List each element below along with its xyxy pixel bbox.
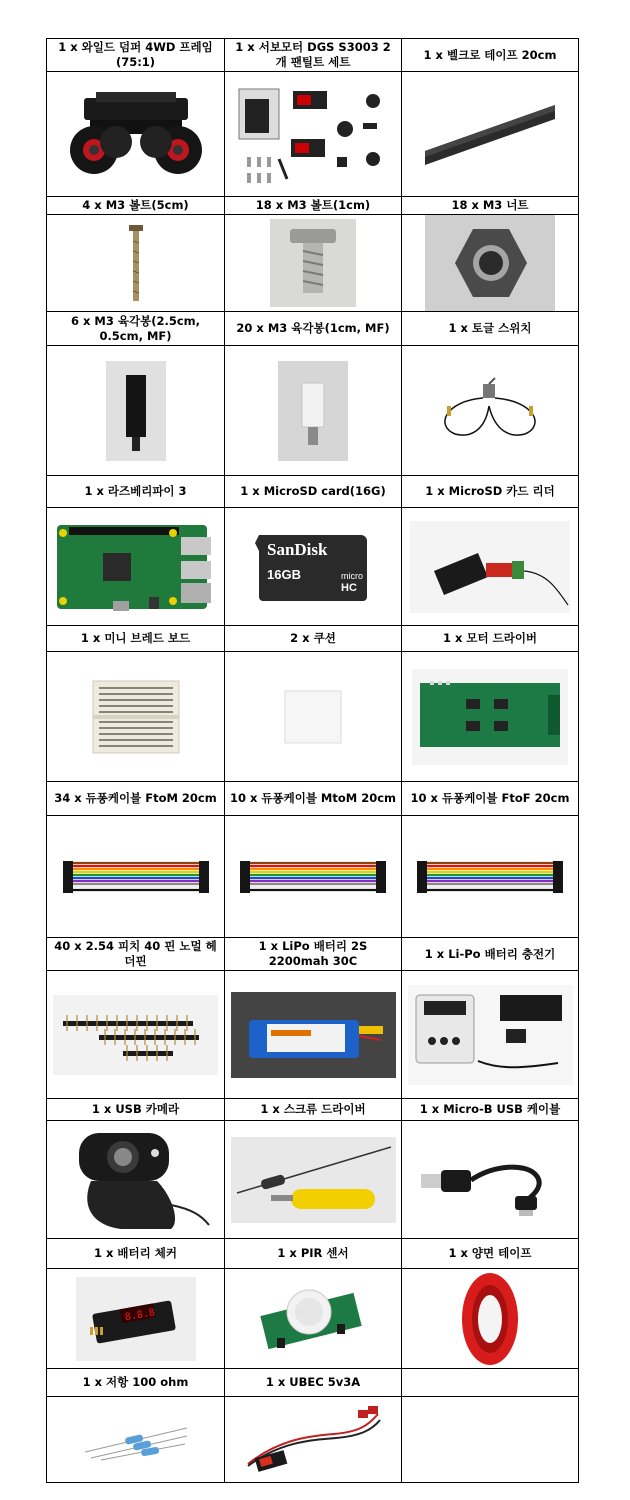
part-image-cell (225, 215, 402, 312)
part-label: 1 x 라즈베리파이 3 (47, 476, 225, 508)
part-label: 1 x 양면 테이프 (402, 1239, 579, 1269)
part-label: 1 x 스크류 드라이버 (225, 1099, 402, 1121)
part-label: 1 x 벨크로 테이프 20cm (402, 39, 579, 72)
part-image-cell (47, 1121, 225, 1239)
part-label: 18 x M3 너트 (402, 197, 579, 215)
part-label: 1 x 배터리 체커 (47, 1239, 225, 1269)
raspberry-pi-board-icon (53, 517, 218, 617)
part-label: 1 x 와일드 덤퍼 4WD 프레임(75:1) (47, 39, 225, 72)
hex-nut-icon (425, 215, 555, 311)
part-image-cell (225, 72, 402, 197)
white-standoff-icon (278, 361, 348, 461)
long-bolt-icon (116, 221, 156, 305)
double-sided-tape-icon (455, 1271, 525, 1367)
breadboard-icon (91, 679, 181, 755)
part-image-cell (47, 1397, 225, 1483)
battery-checker-icon (76, 1277, 196, 1361)
part-label: 34 x 듀퐁케이블 FtoM 20cm (47, 782, 225, 816)
part-image-cell (225, 1269, 402, 1369)
part-image-cell (402, 346, 579, 476)
part-image-cell (225, 508, 402, 626)
part-image-cell (47, 215, 225, 312)
part-image-cell (47, 816, 225, 938)
part-label: 1 x 모터 드라이버 (402, 626, 579, 652)
part-image-cell (402, 1121, 579, 1239)
part-label (402, 1369, 579, 1397)
velcro-tape-icon (415, 89, 565, 179)
part-label: 1 x USB 카메라 (47, 1099, 225, 1121)
part-image-cell (47, 652, 225, 782)
parts-list-sheet (46, 38, 578, 1483)
jumper-wires-icon (61, 857, 211, 897)
part-image-cell (225, 1121, 402, 1239)
motor-driver-board-icon (410, 669, 570, 765)
battery-charger-icon (408, 985, 573, 1085)
part-label: 1 x PIR 센서 (225, 1239, 402, 1269)
pir-sensor-icon (253, 1274, 373, 1364)
part-image-cell (225, 346, 402, 476)
jumper-wires-icon (238, 857, 388, 897)
part-image-cell (225, 652, 402, 782)
part-label: 1 x 서보모터 DGS S3003 2 개 팬틸트 세트 (225, 39, 402, 72)
part-image-cell (47, 508, 225, 626)
part-label: 6 x M3 육각봉(2.5cm, 0.5cm, MF) (47, 312, 225, 346)
part-label: 1 x Micro-B USB 케이블 (402, 1099, 579, 1121)
label-row (47, 39, 579, 72)
part-label: 40 x 2.54 피치 40 핀 노멀 헤더핀 (47, 938, 225, 971)
part-image-cell (47, 72, 225, 197)
part-label: 2 x 쿠션 (225, 626, 402, 652)
part-image-cell (402, 508, 579, 626)
rover-chassis-icon (56, 84, 216, 184)
part-image-cell (402, 215, 579, 312)
part-image-cell (402, 72, 579, 197)
part-label: 10 x 듀퐁케이블 FtoF 20cm (402, 782, 579, 816)
header-pins-icon (53, 995, 218, 1075)
part-label: 1 x LiPo 배터리 2S 2200mah 30C (225, 938, 402, 971)
svg-text:micro: micro (341, 570, 363, 581)
part-label: 1 x MicroSD 카드 리더 (402, 476, 579, 508)
part-label: 1 x 저항 100 ohm (47, 1369, 225, 1397)
part-image-cell (47, 971, 225, 1099)
svg-text:HC: HC (341, 581, 357, 594)
screwdriver-icon (231, 1137, 396, 1223)
part-label: 4 x M3 볼트(5cm) (47, 197, 225, 215)
jumper-wires-icon (415, 857, 565, 897)
black-standoff-icon (106, 361, 166, 461)
part-label: 1 x 미니 브레드 보드 (47, 626, 225, 652)
part-label: 1 x Li-Po 배터리 충전기 (402, 938, 579, 971)
parts-table (46, 38, 579, 1483)
part-label: 1 x 토글 스위치 (402, 312, 579, 346)
part-label: 1 x MicroSD card(16G) (225, 476, 402, 508)
part-image-cell (225, 1397, 402, 1483)
part-image-cell (47, 346, 225, 476)
cushion-pad-icon (283, 689, 343, 745)
short-bolt-icon (270, 219, 356, 307)
part-image-cell (225, 816, 402, 938)
image-row (47, 72, 579, 197)
part-image-cell (402, 816, 579, 938)
resistors-icon (81, 1418, 191, 1462)
servo-pan-tilt-kit-icon (233, 79, 393, 189)
part-label: 10 x 듀퐁케이블 MtoM 20cm (225, 782, 402, 816)
microsd-card-icon (253, 531, 373, 603)
sdcard-capacity: 16GB (267, 566, 301, 582)
usb-webcam-icon (61, 1125, 211, 1235)
part-image-cell (402, 1269, 579, 1369)
part-image-cell (402, 971, 579, 1099)
part-image-cell (402, 652, 579, 782)
part-label: 20 x M3 육각봉(1cm, MF) (225, 312, 402, 346)
part-image-cell (402, 1397, 579, 1483)
part-image-cell (225, 971, 402, 1099)
part-label: 18 x M3 볼트(1cm) (225, 197, 402, 215)
toggle-switch-icon (425, 376, 555, 446)
part-image-cell (47, 1269, 225, 1369)
svg-text:8.8.8: 8.8.8 (123, 1306, 156, 1323)
lipo-battery-icon (231, 992, 396, 1078)
sdcard-brand: SanDisk (267, 539, 328, 559)
usb-cable-icon (415, 1134, 565, 1226)
ubec-module-icon (238, 1400, 388, 1480)
part-label: 1 x UBEC 5v3A (225, 1369, 402, 1397)
card-reader-icon (408, 521, 573, 613)
